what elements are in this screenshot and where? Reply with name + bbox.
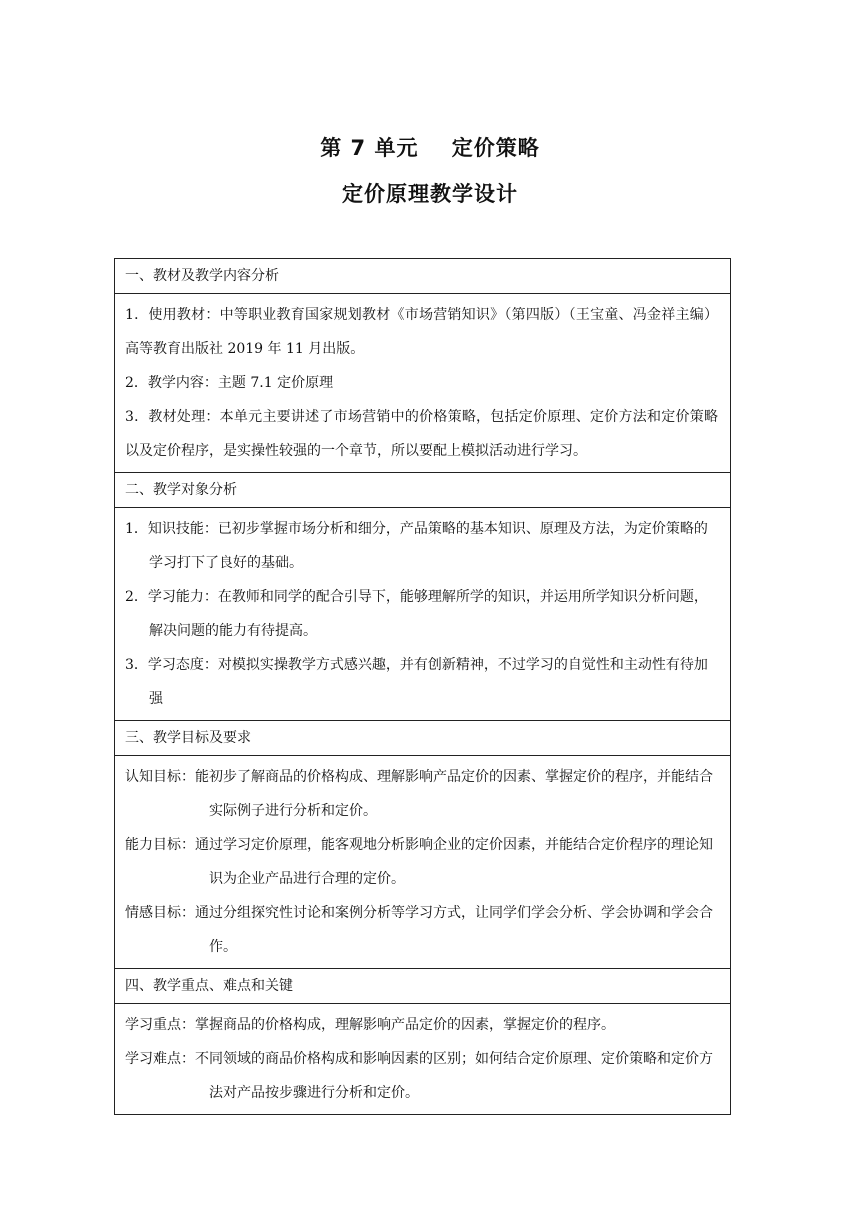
section-body-key-points (115, 1004, 731, 1115)
list-item: 情感目标：通过分组探究性讨论和案例分析等学习方式，让同学们学会分析、学会协调和学会合作。 (125, 905, 713, 955)
list-item: 学习难点：不同领域的商品价格构成和影响因素的区别；如何结合定价原理、定价策略和定价方法对产品按步骤进行分析和定价。 (125, 1051, 713, 1101)
list-item: 3．学习态度：对模拟实操教学方式感兴趣，并有创新精神，不过学习的自觉性和主动性有待加强 (125, 657, 708, 707)
section-header-materials (115, 259, 731, 294)
section-body-objectives (115, 756, 731, 969)
section-body-students (115, 508, 731, 721)
section-header-key-points (115, 969, 731, 1004)
section-heading: 三、教学目标及要求 (115, 721, 731, 756)
lesson-plan-table (114, 258, 731, 1115)
list-item: 1．使用教材：中等职业教育国家规划教材《市场营销知识》（第四版）（王宝童、冯金祥主编）高等教育出版社 2019 年 11 月出版。 (125, 307, 718, 357)
list-item: 能力目标：通过学习定价原理，能客观地分析影响企业的定价因素，并能结合定价程序的理论知识为企业产品进行合理的定价。 (125, 837, 713, 887)
document-title: 第 7 单元 定价策略 (320, 136, 540, 160)
list-item: 认知目标：能初步了解商品的价格构成、理解影响产品定价的因素、掌握定价的程序，并能结合实际例子进行分析和定价。 (125, 769, 713, 819)
section-body-materials (115, 294, 731, 473)
section-header-students (115, 473, 731, 508)
list-item: 3．教材处理：本单元主要讲述了市场营销中的价格策略，包括定价原理、定价方法和定价策略以及定价程序，是实操性较强的一个章节，所以要配上模拟活动进行学习。 (125, 409, 718, 459)
list-item: 1．知识技能：已初步掌握市场分析和细分，产品策略的基本知识、原理及方法，为定价策略的学习打下了良好的基础。 (125, 521, 708, 571)
document-subtitle: 定价原理教学设计 (342, 182, 518, 206)
section-heading: 一、教材及教学内容分析 (115, 259, 731, 294)
list-item: 2．学习能力：在教师和同学的配合引导下，能够理解所学的知识，并运用所学知识分析问题，解决问题的能力有待提高。 (125, 589, 708, 639)
section-heading: 二、教学对象分析 (115, 473, 731, 508)
list-item: 2．教学内容：主题 7.1 定价原理 (125, 375, 334, 391)
section-heading: 四、教学重点、难点和关键 (115, 969, 731, 1004)
list-item: 学习重点：掌握商品的价格构成，理解影响产品定价的因素，掌握定价的程序。 (125, 1017, 615, 1033)
section-header-objectives (115, 721, 731, 756)
